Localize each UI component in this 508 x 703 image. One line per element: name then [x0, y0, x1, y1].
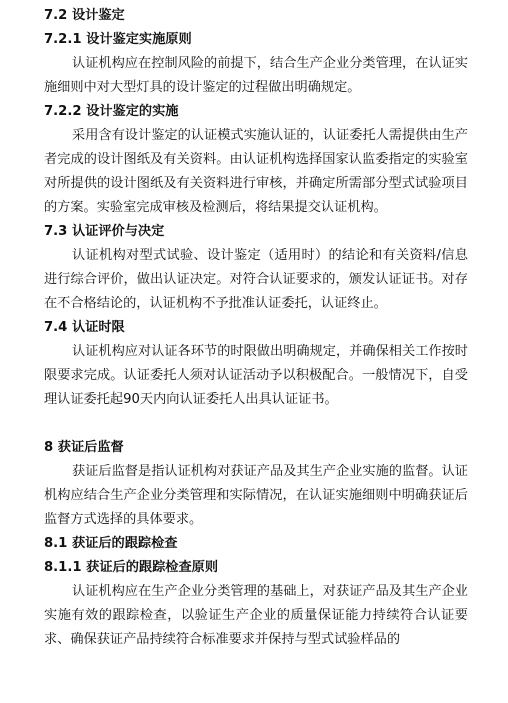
paragraph-8-1-1: 认证机构应在生产企业分类管理的基础上，对获证产品及其生产企业实施有效的跟踪检查，以验证生产企业的质量保证能力持续符合认证要求、确保获证产品持续符合标准要求并保持与型式试验样品的 [44, 584, 468, 647]
heading-7-2: 7.2 设计鉴定 [44, 8, 125, 23]
section-spacer [44, 412, 468, 436]
heading-7-3: 7.3 认证评价与决定 [44, 224, 165, 239]
heading-8-1: 8.1 获证后的跟踪检查 [44, 536, 178, 551]
paragraph-7-3: 认证机构对型式试验、设计鉴定（适用时）的结论和有关资料/信息进行综合评价，做出认证决定。对符合认证要求的，颁发认证证书。对存在不合格结论的，认证机构不予批准认证委托，认证终止。 [44, 248, 468, 311]
heading-8: 8 获证后监督 [44, 440, 124, 455]
paragraph-7-2-1: 认证机构应在控制风险的前提下，结合生产企业分类管理，在认证实施细则中对大型灯具的设计鉴定的过程做出明确规定。 [44, 56, 468, 95]
paragraph-7-2-2: 采用含有设计鉴定的认证模式实施认证的，认证委托人需提供由生产者完成的设计图纸及有关资料。由认证机构选择国家认监委指定的实验室对所提供的设计图纸及有关资料进行审核，并确定所需部分型式试验项目的方案。实验室完成审核及检测后，将结果提交认证机构。 [44, 128, 468, 215]
heading-7-2-1: 7.2.1 设计鉴定实施原则 [44, 32, 192, 47]
heading-7-4: 7.4 认证时限 [44, 320, 125, 335]
paragraph-7-4: 认证机构应对认证各环节的时限做出明确规定，并确保相关工作按时限要求完成。认证委托人须对认证活动予以积极配合。一般情况下，自受理认证委托起90天内向认证委托人出具认证证书。 [44, 344, 468, 407]
document-page [44, 4, 468, 652]
heading-7-2-2: 7.2.2 设计鉴定的实施 [44, 104, 179, 119]
heading-8-1-1: 8.1.1 获证后的跟踪检查原则 [44, 560, 219, 575]
paragraph-8: 获证后监督是指认证机构对获证产品及其生产企业实施的监督。认证机构应结合生产企业分类管理和实际情况，在认证实施细则中明确获证后监督方式选择的具体要求。 [44, 464, 468, 527]
